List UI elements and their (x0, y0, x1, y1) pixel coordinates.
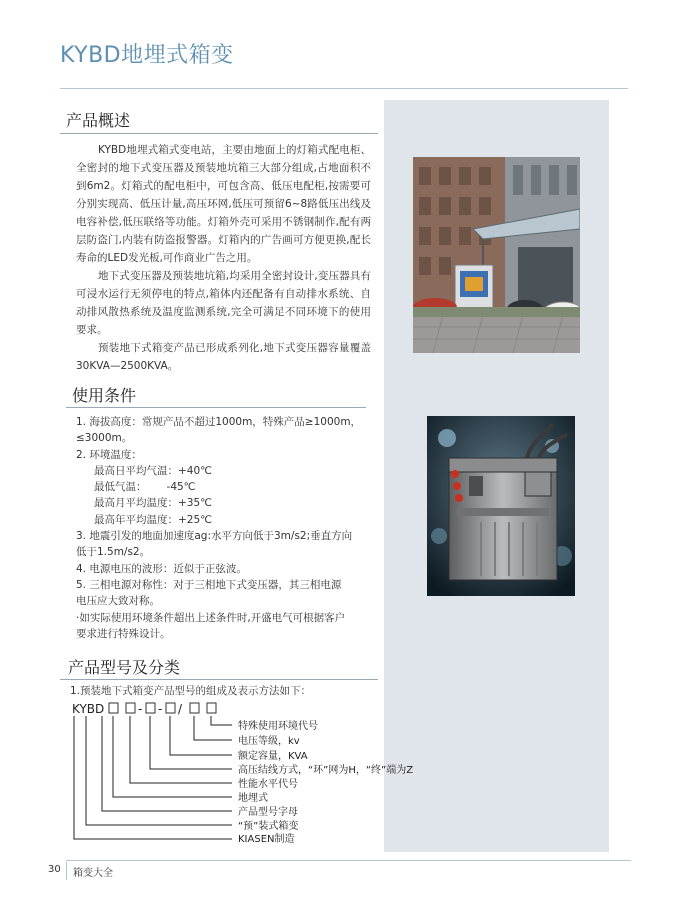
model-label: 性能水平代号 (238, 779, 298, 790)
condition-line: 最高年平均温度：+25℃ (94, 513, 212, 526)
code-box (126, 703, 135, 713)
page-number: 30 (48, 864, 61, 875)
code-box (166, 703, 175, 713)
code-box (190, 703, 199, 713)
footer-text: 箱变大全 (73, 868, 113, 879)
condition-line: 最低气温： -45℃ (94, 481, 196, 494)
condition-line: 2. 环境温度： (76, 448, 142, 461)
code-box (146, 703, 155, 713)
condition-line: 低于1.5m/s2。 (76, 546, 151, 559)
section-heading-conditions: 使用条件 (72, 386, 137, 405)
model-intro: 1.预装地下式箱变产品型号的组成及表示方法如下： (70, 685, 312, 697)
section-rule-overview (60, 133, 378, 134)
condition-line: 最高日平均气温：+40℃ (94, 464, 212, 477)
model-label: 特殊使用环境代号 (238, 721, 318, 732)
conditions-list (76, 414, 376, 642)
section-rule-model (60, 679, 378, 680)
model-label: “预”装式箱变 (238, 821, 299, 832)
overview-paragraph-3: 预装地下式箱变产品已形成系列化,地下式变压器容量覆盖30KVA—2500KVA。 (76, 342, 371, 372)
model-code-diagram (60, 698, 440, 843)
condition-line: 要求进行特殊设计。 (76, 627, 171, 640)
model-label: KIASEN制造 (238, 834, 295, 843)
condition-line: ·如实际使用环境条件超出上述条件时,开盛电气可根据客户 (76, 611, 346, 624)
code-box (207, 703, 216, 713)
section-heading-model: 产品型号及分类 (68, 658, 181, 677)
section-heading-overview: 产品概述 (66, 111, 131, 130)
condition-line: ≤3000m。 (76, 432, 133, 445)
condition-line: 1. 海拔高度：常规产品不超过1000m，特殊产品≥1000m， (76, 416, 362, 428)
footer-rule (66, 860, 631, 861)
code-separator: - (158, 702, 163, 716)
condition-line: 4. 电源电压的波形：近似于正弦波。 (76, 562, 247, 575)
code-separator: - (138, 702, 143, 716)
title-divider (60, 88, 628, 89)
model-label: 产品型号字母 (238, 807, 298, 818)
model-label: 额定容量，KVA (238, 751, 308, 762)
code-box (109, 703, 118, 713)
photo-street-lightbox (413, 157, 580, 353)
condition-line: 3. 地震引发的地面加速度ag:水平方向低于3m/s2;垂直方向 (76, 530, 353, 543)
condition-line: 电压应大致对称。 (76, 595, 160, 608)
footer-divider (66, 862, 67, 880)
model-code-prefix: KYBD (72, 702, 105, 716)
condition-line: 5. 三相电源对称性：对于三相地下式变压器，其三相电源 (76, 578, 342, 591)
model-label: 地埋式 (238, 793, 268, 804)
code-separator: / (178, 702, 183, 716)
model-label: 高压结线方式，“环”网为H，“终”端为Z (238, 765, 414, 776)
photo-transformer (427, 416, 575, 596)
section-rule-conditions (66, 407, 366, 408)
leader-lines (74, 716, 232, 839)
overview-paragraph-1: KYBD地埋式箱式变电站，主要由地面上的灯箱式配电柜、全密封的地下式变压器及预装地坑箱三大部分组成,占地面积不到6m2。灯箱式的配电柜中，可包含高、低压电配柜,按需要可分别实现高、低压计量,高压环网,低压可预留6~8路低压出线及电容补偿,低压联络等功能。灯箱外壳可采用不锈钢制作,配有两层防盗门,内装有防盗报警器。灯箱内的广告画可方便更换,配长寿命的LED发光板,可作商业广告之用。 (76, 144, 371, 264)
overview-paragraph-2: 地下式变压器及预装地坑箱,均采用全密封设计,变压器具有可浸水运行无须停电的特点,箱体内还配备有自动排水系统、自动排风散热系统及温度监测系统,完全可满足不同环境下的使用要求。 (76, 270, 371, 336)
page-title: KYBD地埋式箱变 (60, 43, 234, 68)
overview-text (76, 141, 371, 375)
condition-line: 最高月平均温度：+35℃ (94, 497, 212, 510)
model-label: 电压等级，kv (238, 736, 300, 747)
